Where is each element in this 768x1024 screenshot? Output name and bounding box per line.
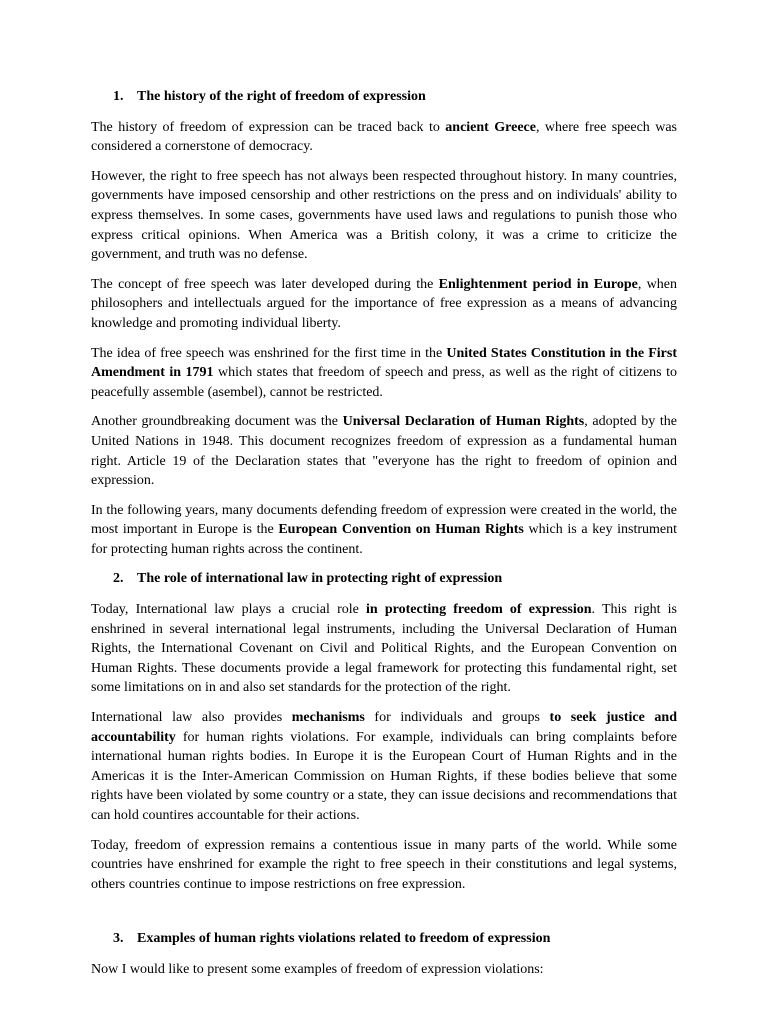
spacer xyxy=(91,904,677,922)
document-page xyxy=(91,80,677,990)
section-title: The history of the right of freedom of expression xyxy=(137,89,426,104)
paragraph: The concept of free speech was later developed during the Enlightenment period in Europe, when philosophers and intellectuals argued for the importance of free expression as a means of advancing knowledge and promoting individual liberty. xyxy=(91,276,677,331)
paragraph: In the following years, many documents defending freedom of expression were created in the world, the most important in Europe is the European Convention on Human Rights which is a key instrument for protecting human rights across the continent. xyxy=(91,502,677,557)
paragraph: Today, freedom of expression remains a contentious issue in many parts of the world. While some countries have enshrined for example the right to free speech in their constitutions and legal systems, others countries continue to impose restrictions on free expression. xyxy=(91,837,677,892)
section-title: Examples of human rights violations related to freedom of expression xyxy=(137,931,551,947)
paragraph: However, the right to free speech has not always been respected throughout history. In many countries, governments have imposed censorship and other restrictions on the press and on individuals' ability to express themselves. In some cases, governments have used laws and regulations to punish those who express critical opinions. When America was a British colony, it was a crime to criticize the government, and truth was no defense. xyxy=(91,168,677,263)
paragraph: The idea of free speech was enshrined for the first time in the United States Constitution in the First Amendment in 1791 which states that freedom of speech and press, as well as the right of citizens to peacefully assemble (asembel), cannot be restricted. xyxy=(91,345,677,400)
section-title: The role of international law in protecting right of expression xyxy=(137,571,503,587)
paragraph: Today, International law plays a crucial role in protecting freedom of expression. This right is enshrined in several international legal instruments, including the Universal Declaration of Human Rights, the International Covenant on Civil and Political Rights, and the European Convention on Human Rights. These documents provide a legal framework for protecting this fundamental right, set some limitations on in and also set standards for the protection of the right. xyxy=(91,602,677,696)
paragraph: Now I would like to present some examples of freedom of expression violations: xyxy=(91,961,544,977)
section-number: 2. xyxy=(113,571,124,587)
section-number: 3. xyxy=(113,931,124,947)
paragraph: Another groundbreaking document was the Universal Declaration of Human Rights, adopted by the United Nations in 1948. This document recognizes freedom of expression as a fundamental human right. Article 19 of the Declaration states that "everyone has the right to freedom of opinion and expression. xyxy=(91,414,677,489)
section-heading xyxy=(113,929,677,949)
paragraph: International law also provides mechanisms for individuals and groups to seek justice and accountability for human rights violations. For example, individuals can bring complaints before international human rights bodies. In Europe it is the European Court of Human Rights and in the Americas it is the Inter-American Commission on Human Rights, if these bodies believe that some rights have been violated by some country or a state, they can issue decisions and recommendations that can hold countires accountable for their actions. xyxy=(91,710,677,823)
section-heading xyxy=(113,569,677,589)
section-number: 1. xyxy=(113,89,124,104)
section-heading xyxy=(113,87,677,107)
paragraph: The history of freedom of expression can be traced back to ancient Greece, where free speech was considered a cornerstone of democracy. xyxy=(91,119,677,155)
